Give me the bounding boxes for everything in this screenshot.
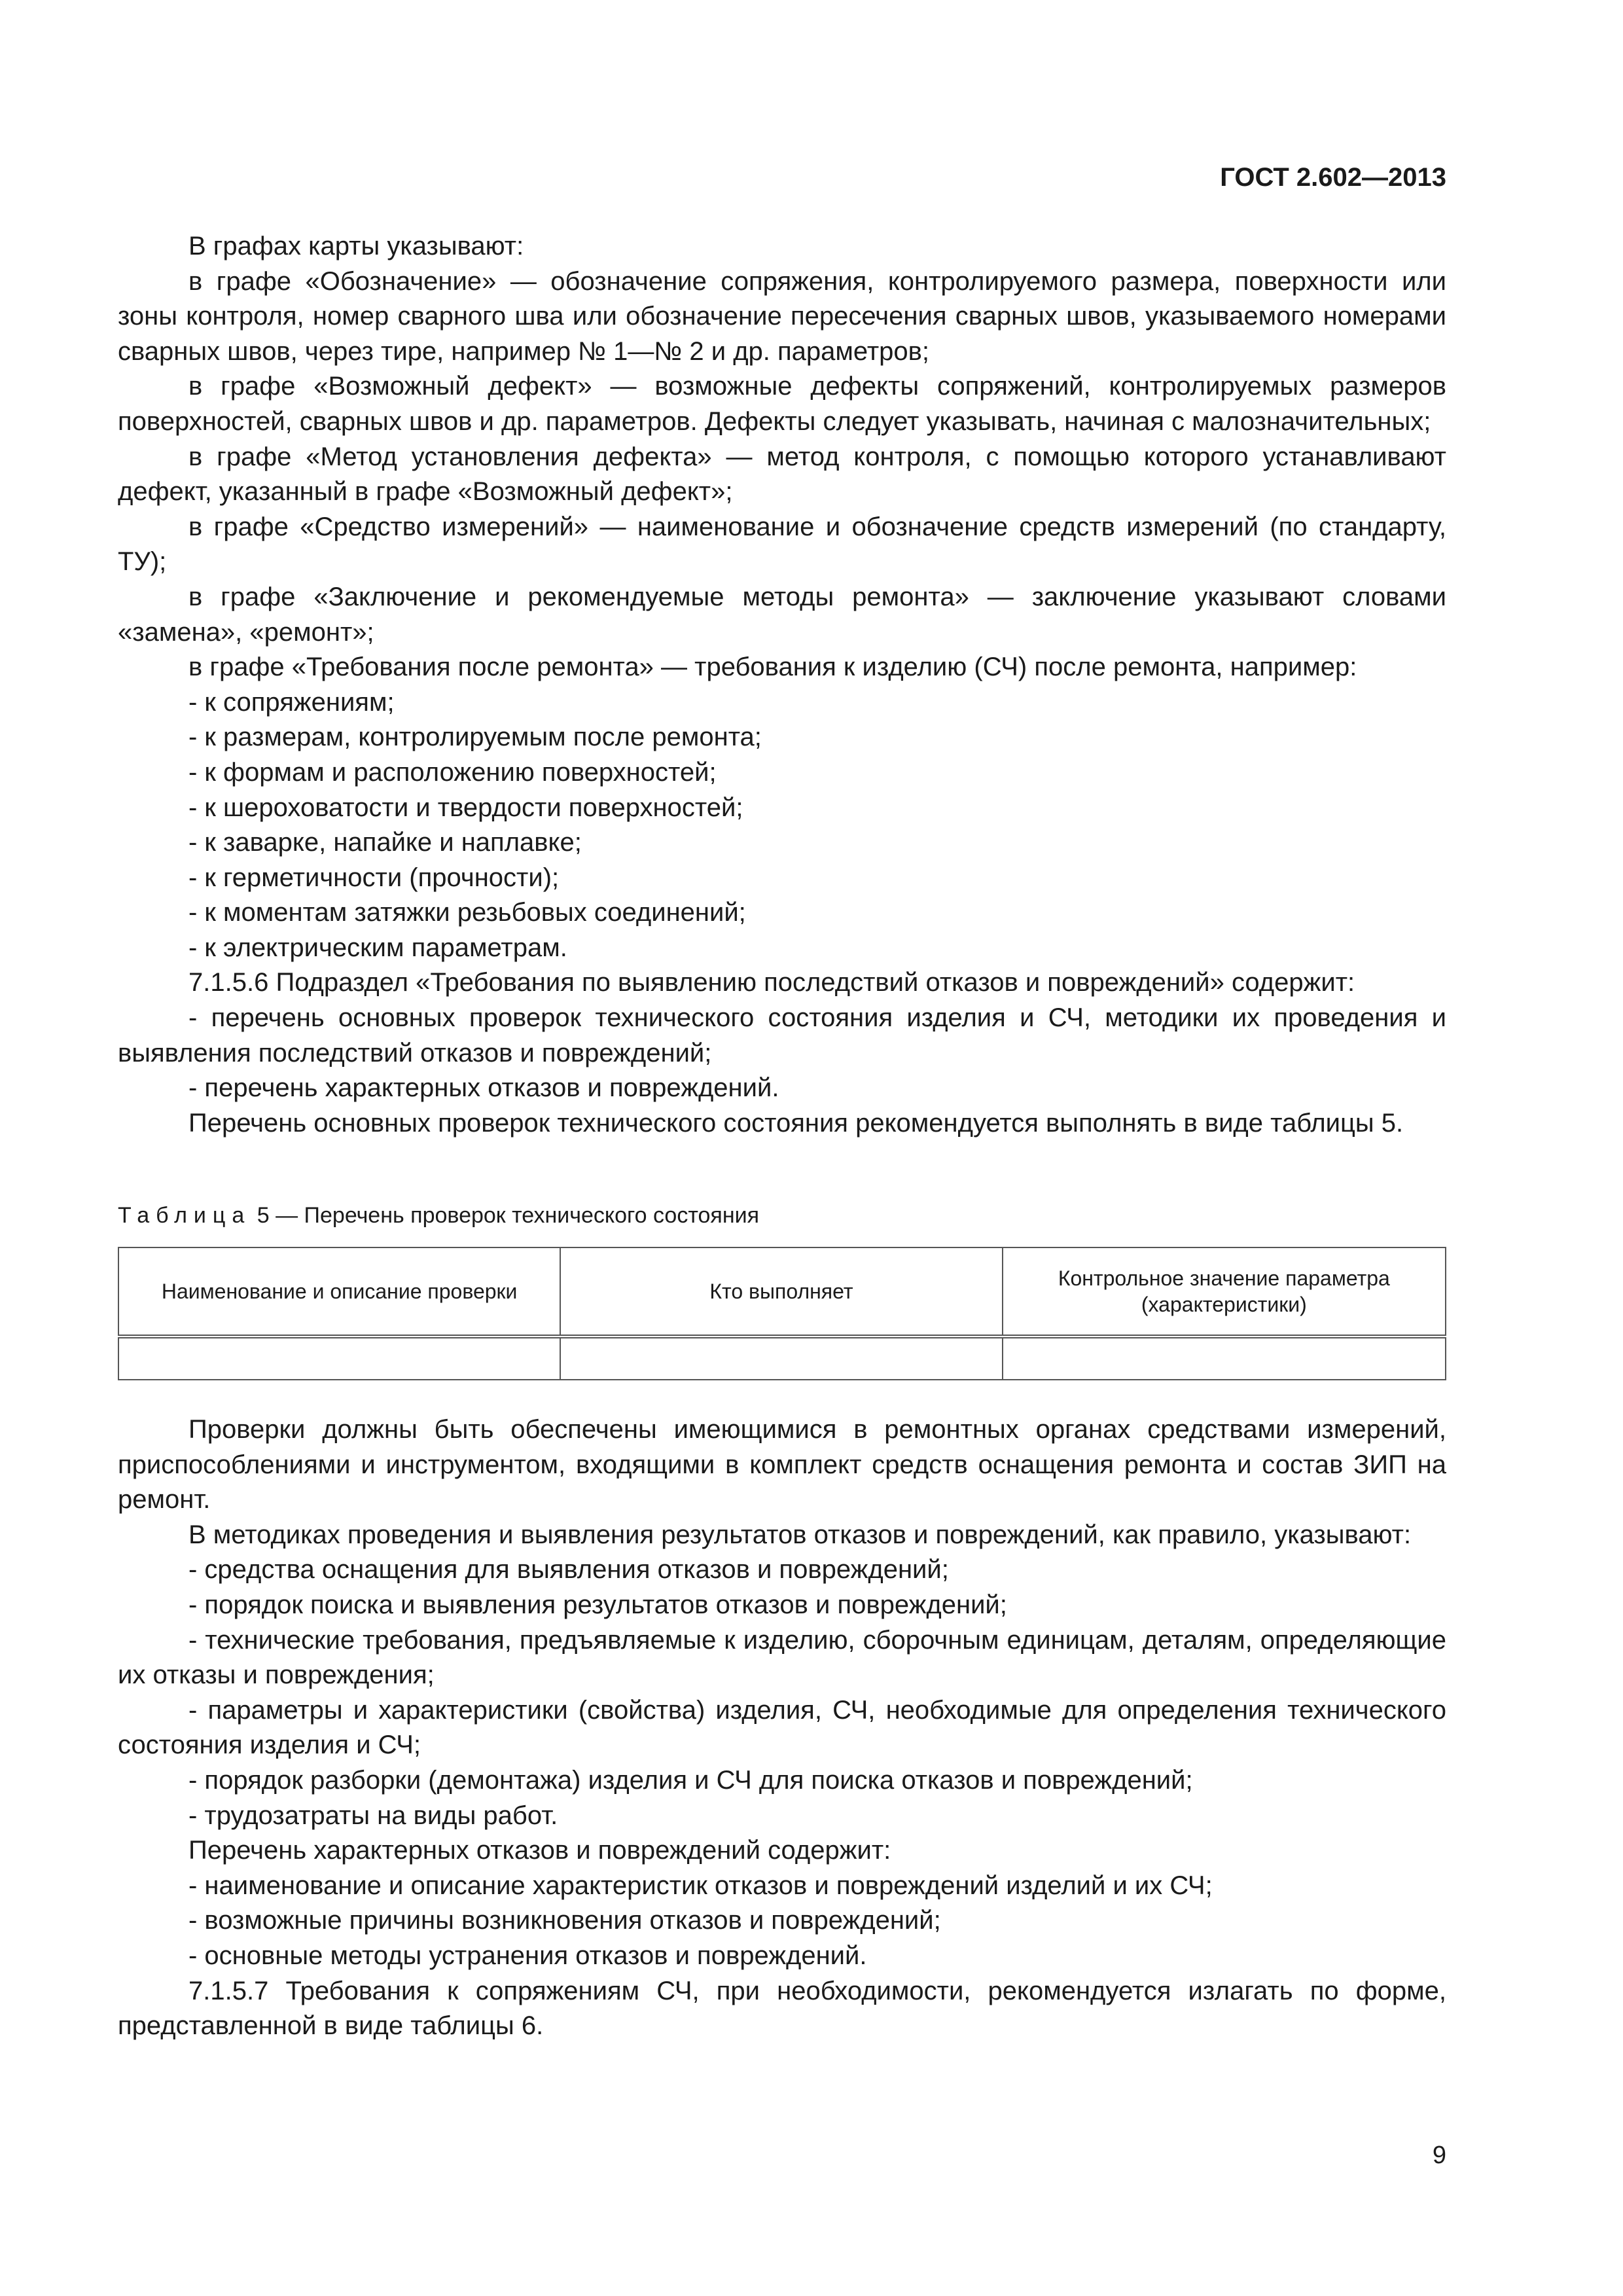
paragraph: Проверки должны быть обеспечены имеющимися в ремонтных органах средствами измерений, приспособлениями и инструментом, входящими в комплект средств оснащения ремонта и состав ЗИП на ремонт. xyxy=(118,1415,1446,1515)
list-item: - к моментам затяжки резьбовых соединений; xyxy=(188,898,746,927)
list-item: - средства оснащения для выявления отказов и повреждений; xyxy=(188,1555,949,1585)
list-item: - к заварке, напайке и наплавке; xyxy=(188,828,582,857)
list-item: - основные методы устранения отказов и повреждений. xyxy=(188,1941,867,1970)
table-header-cell: Кто выполняет xyxy=(560,1247,1002,1336)
list-item: - наименование и описание характеристик отказов и повреждений изделий и их СЧ; xyxy=(188,1871,1213,1900)
paragraph: в графе «Обозначение» — обозначение сопряжения, контролируемого размера, поверхности или зоны контроля, номер сварного шва или обозначение пересечения сварных швов, указываемого номерами сварных швов, через тире, например № 1—№ 2 и др. параметров; xyxy=(118,266,1446,366)
list-item: - технические требования, предъявляемые к изделию, сборочным единицам, деталям, определяющие их отказы и повреждения; xyxy=(118,1625,1446,1690)
paragraph: в графе «Возможный дефект» — возможные дефекты сопряжений, контролируемых размеров поверхностей, сварных швов и др. параметров. Дефекты следует указывать, начиная с малозначительных; xyxy=(118,372,1446,436)
paragraph: Перечень основных проверок технического состояния рекомендуется выполнять в виде таблицы 5. xyxy=(188,1108,1404,1138)
list-item: - перечень основных проверок технического состояния изделия и СЧ, методики их проведения и выявления последствий отказов и повреждений; xyxy=(118,1003,1446,1067)
table-row xyxy=(118,1336,1446,1380)
list-item: - к размерам, контролируемым после ремонта; xyxy=(188,723,762,752)
table-cell xyxy=(118,1336,560,1380)
table-caption-label: Таблица xyxy=(118,1203,251,1228)
section-text-top xyxy=(118,229,1446,1141)
table-header-cell: Наименование и описание проверки xyxy=(118,1247,560,1336)
section-text-bottom xyxy=(118,1412,1446,2044)
list-item: - перечень характерных отказов и повреждений. xyxy=(188,1073,779,1103)
paragraph: В графах карты указывают: xyxy=(188,232,524,260)
list-item: - к герметичности (прочности); xyxy=(188,863,560,892)
table-5 xyxy=(118,1247,1446,1380)
list-item: - порядок разборки (демонтажа) изделия и СЧ для поиска отказов и повреждений; xyxy=(188,1765,1193,1795)
paragraph: в графе «Метод установления дефекта» — метод контроля, с помощью которого устанавливают дефект, указанный в графе «Возможный дефект»; xyxy=(118,442,1446,507)
list-item: - параметры и характеристики (свойства) изделия, СЧ, необходимые для определения технического состояния изделия и СЧ; xyxy=(118,1695,1446,1760)
paragraph: в графе «Требования после ремонта» — требования к изделию (СЧ) после ремонта, например: xyxy=(188,653,1357,682)
table-caption-title: 5 — Перечень проверок технического состояния xyxy=(251,1203,760,1228)
paragraph: В методиках проведения и выявления результатов отказов и повреждений, как правило, указывают: xyxy=(188,1520,1412,1549)
list-item: - к сопряжениям; xyxy=(188,687,395,717)
list-item: - к электрическим параметрам. xyxy=(188,933,567,962)
list-item: - возможные причины возникновения отказов и повреждений; xyxy=(188,1906,941,1935)
table-header-row xyxy=(118,1247,1446,1336)
table-header-cell: Контрольное значение параметра (характеристики) xyxy=(1003,1247,1446,1336)
table-cell xyxy=(1003,1336,1446,1380)
clause-7-1-5-6: 7.1.5.6 Подраздел «Требования по выявлению последствий отказов и повреждений» содержит: xyxy=(188,968,1355,997)
list-item: - к шероховатости и твердости поверхностей; xyxy=(188,793,743,822)
document-number-header: ГОСТ 2.602—2013 xyxy=(1220,163,1446,192)
table-5-caption xyxy=(118,1202,759,1229)
clause-7-1-5-7: 7.1.5.7 Требования к сопряжениям СЧ, при необходимости, рекомендуется излагать по форме, представленной в виде таблицы 6. xyxy=(118,1976,1446,2041)
table-cell xyxy=(560,1336,1002,1380)
page-number: 9 xyxy=(1432,2142,1446,2169)
list-item: - порядок поиска и выявления результатов отказов и повреждений; xyxy=(188,1590,1007,1619)
paragraph: Перечень характерных отказов и повреждений содержит: xyxy=(188,1836,891,1865)
paragraph: в графе «Заключение и рекомендуемые методы ремонта» — заключение указывают словами «замена», «ремонт»; xyxy=(118,582,1446,647)
paragraph: в графе «Средство измерений» — наименование и обозначение средств измерений (по стандарту, ТУ); xyxy=(118,512,1446,577)
list-item: - трудозатраты на виды работ. xyxy=(188,1801,558,1830)
list-item: - к формам и расположению поверхностей; xyxy=(188,757,717,787)
